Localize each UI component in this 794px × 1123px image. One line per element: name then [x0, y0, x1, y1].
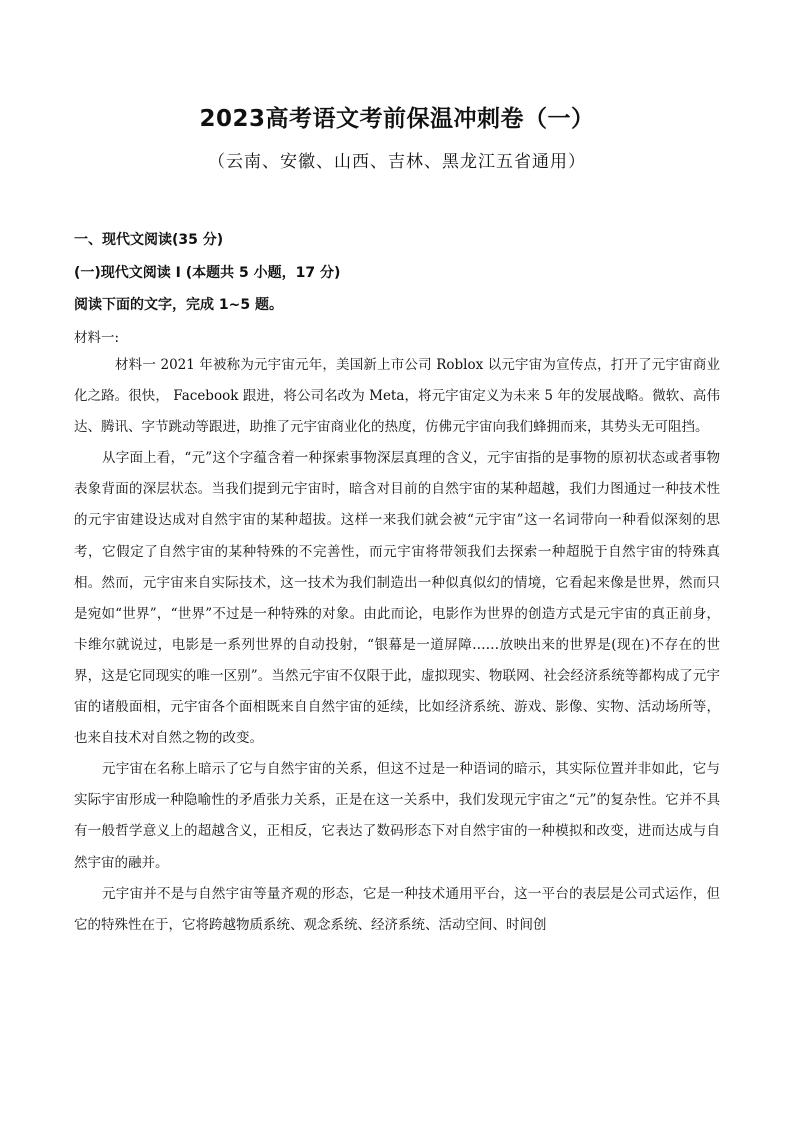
paragraph: 元宇宙并不是与自然宇宙等量齐观的形态，它是一种技术通用平台，这一平台的表层是公司式运作，但它的特殊性在于，它将跨越物质系统、观念系统、经济系统、活动空间、时间创 [74, 885, 720, 933]
article-body [74, 350, 720, 941]
paragraph: 材料一 2021 年被称为元宇宙元年，美国新上市公司 Roblox 以元宇宙为宣传点，打开了元宇宙商业化之路。很快， Facebook 跟进，将公司名改为 Meta，将元宇宙定义为未来 5 年的发展战略。微软、高伟达、腾讯、字节跳动等跟进，助推了元宇宙商业化的热度，仿佛元宇宙向我们蜂拥而来，其势头无可阻挡。 [74, 357, 720, 436]
paragraph: 从字面上看，“元”这个字蕴含着一种探索事物深层真理的含义，元宇宙指的是事物的原初状态或者事物表象背面的深层状态。当我们提到元宇宙时，暗含对目前的自然宇宙的某种超越，我们力图通过一种技术性的元宇宙建设达成对自然宇宙的某种超拔。这样一来我们就会被“元宇宙”这一名词带向一种看似深刻的思考，它假定了自然宇宙的某种特殊的不完善性，而元宇宙将带领我们去探索一种超脱于自然宇宙的特殊真相。然而，元宇宙来自实际技术，这一技术为我们制造出一种似真似幻的情境，它看起来像是世界，然而只是宛如“世界”，“世界”不过是一种特殊的对象。由此而论，电影作为世界的创造方式是元宇宙的真正前身，卡维尔就说过，电影是一系列世界的自动投射，“银幕是一道屏障……放映出来的世界是(现在)不存在的世界，这是它同现实的唯一区别”。当然元宇宙不仅限于此，虚拟现实、物联网、社会经济系统等都构成了元宇宙的诸般面相，元宇宙各个面相既来自自然宇宙的延续，比如经济系统、游戏、影像、实物、活动场所等，也来自技术对自然之物的改变。 [74, 450, 720, 747]
document-title: 2023高考语文考前保温冲刺卷（一） [199, 106, 595, 132]
paragraph: 元宇宙在名称上暗示了它与自然宇宙的关系，但这不过是一种语词的暗示，其实际位置并非如此，它与实际宇宙形成一种隐喻性的矛盾张力关系，正是在这一关系中，我们发现元宇宙之“元”的复杂性。它并不具有一般哲学意义上的超越含义，正相反，它表达了数码形态下对自然宇宙的一种模拟和改变，进而达成与自然宇宙的融并。 [74, 761, 720, 871]
document-subtitle: （云南、安徽、山西、吉林、黑龙江五省通用） [208, 152, 586, 172]
material-label: 材料一: [74, 330, 120, 346]
section-heading: 一、现代文阅读(35 分) [74, 232, 224, 248]
section-subheading: (一)现代文阅读 I (本题共 5 小题，17 分) [74, 265, 341, 281]
reading-instruction: 阅读下面的文字，完成 1~5 题。 [74, 297, 283, 313]
